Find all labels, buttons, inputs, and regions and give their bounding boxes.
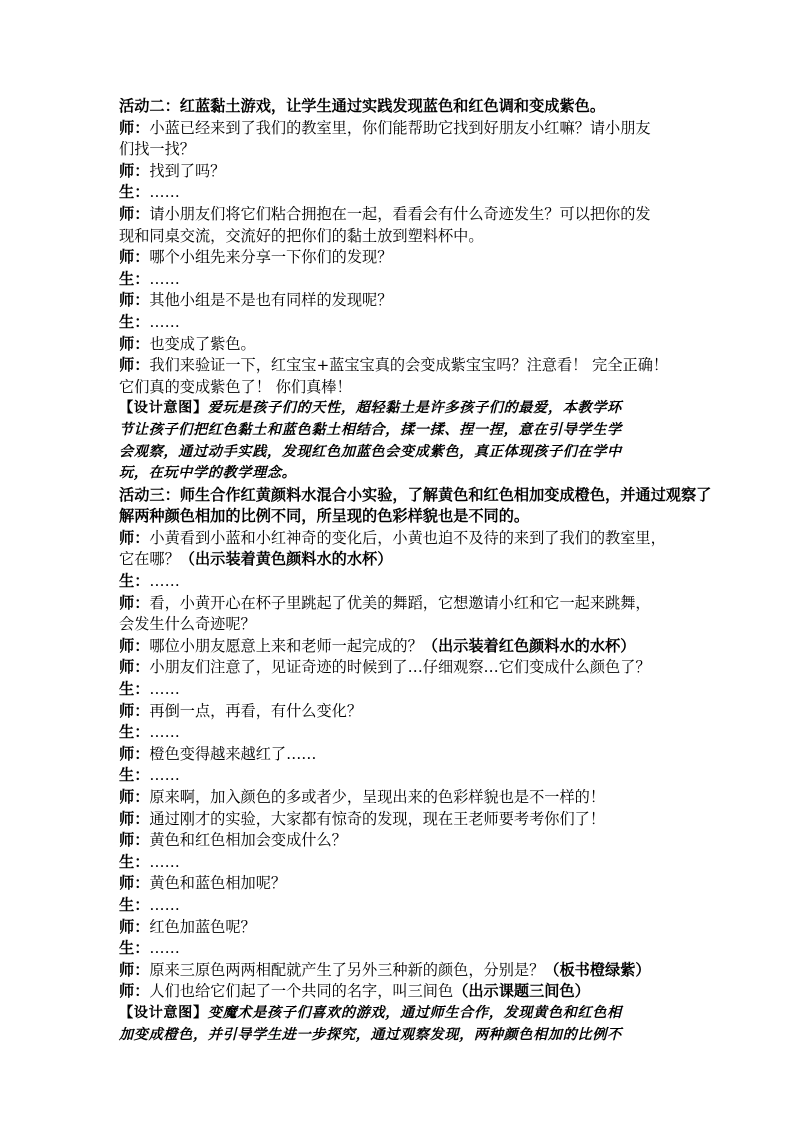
text-line	[119, 614, 681, 636]
text-line	[119, 960, 681, 982]
speaker-separator: ：	[134, 636, 150, 655]
text-line	[119, 787, 681, 809]
speaker-label: 师	[119, 701, 135, 720]
dialog-text: 哪个小组先来分享一下你们的发现？	[149, 248, 393, 267]
speaker-label: 生	[119, 269, 135, 288]
dialog-text: 小朋友们注意了，见证奇迹的时候到了…仔细观察…它们变成什么颜色了？	[149, 658, 651, 677]
speaker-label: 生	[119, 939, 135, 958]
text-line	[119, 247, 681, 269]
dialog-text: 请小朋友们将它们粘合拥抱在一起，看看会有什么奇迹发生？可以把你的发	[149, 204, 651, 223]
dialog-text: 黄色和红色相加会变成什么？	[149, 831, 347, 850]
text-line	[119, 636, 681, 658]
text-line	[119, 852, 681, 874]
speaker-label: 师	[119, 593, 135, 612]
speaker-separator: ：	[134, 874, 150, 893]
speaker-separator: ：	[134, 204, 150, 223]
dialog-text: 小蓝已经来到了我们的教室里，你们能帮助它找到好朋友小红嘛？请小朋友	[149, 118, 651, 137]
speaker-label: 师	[119, 334, 135, 353]
stage-direction: （板书橙绿紫）	[544, 960, 651, 979]
text-line	[119, 312, 681, 334]
speaker-label: 师	[119, 874, 135, 893]
speaker-label: 师	[119, 291, 135, 310]
dialog-text: 通过刚才的实验，大家都有惊奇的发现，现在王老师要考考你们了！	[149, 809, 605, 828]
text-line	[119, 377, 681, 399]
text-line	[119, 571, 681, 593]
speaker-label: 师	[119, 356, 135, 375]
speaker-separator: ：	[134, 118, 150, 137]
dialog-text: 再倒一点，再看，有什么变化？	[149, 701, 362, 720]
dialog-text: ……	[149, 939, 180, 958]
speaker-separator: ：	[134, 593, 150, 612]
text-line	[119, 269, 681, 291]
text-line	[119, 701, 681, 723]
speaker-label: 生	[119, 572, 135, 591]
speaker-label: 师	[119, 809, 135, 828]
text-line	[119, 549, 681, 571]
speaker-separator: ：	[134, 356, 150, 375]
speaker-separator: ：	[134, 269, 150, 288]
text-line	[119, 981, 681, 1003]
speaker-separator: ：	[134, 723, 150, 742]
speaker-separator: ：	[134, 572, 150, 591]
speaker-label: 师	[119, 204, 135, 223]
dialog-text: ……	[149, 723, 180, 742]
text-line	[119, 506, 681, 528]
speaker-label: 师	[119, 917, 135, 936]
dialog-text: ……	[149, 766, 180, 785]
text-line	[119, 938, 681, 960]
speaker-separator: ：	[134, 852, 150, 871]
text-line	[119, 1025, 681, 1047]
dialog-text: 小黄看到小蓝和小红神奇的变化后，小黄也迫不及待的来到了我们的教室里，	[149, 528, 666, 547]
design-intent-tag: 【设计意图】	[119, 400, 208, 417]
speaker-separator: ：	[134, 895, 150, 914]
dialog-text: 找到了吗？	[149, 161, 226, 180]
text-line	[119, 744, 681, 766]
speaker-separator: ：	[134, 334, 150, 353]
text-line	[119, 182, 681, 204]
text-line	[119, 528, 681, 550]
speaker-separator: ：	[134, 939, 150, 958]
speaker-label: 师	[119, 960, 135, 979]
dialog-text: ……	[149, 852, 180, 871]
dialog-text: 原来三原色两两相配就产生了另外三种新的颜色，分别是？	[149, 960, 545, 979]
text-line	[119, 917, 681, 939]
text-line	[119, 765, 681, 787]
activity-heading: 解两种颜色相加的比例不同，所呈现的色彩样貌也是不同的。	[119, 507, 530, 526]
dialog-text: 其他小组是不是也有同样的发现呢？	[149, 291, 393, 310]
speaker-separator: ：	[134, 161, 150, 180]
dialog-text: ……	[149, 183, 180, 202]
speaker-label: 生	[119, 723, 135, 742]
dialog-text: 会发生什么奇迹呢？	[119, 615, 256, 634]
document-page	[119, 96, 712, 1046]
speaker-label: 师	[119, 636, 135, 655]
text-line	[119, 226, 681, 248]
design-intent-tag: 【设计意图】	[119, 1004, 208, 1021]
design-intent-text: 玩，在玩中学的教学理念。	[119, 465, 297, 482]
dialog-text: ……	[149, 269, 180, 288]
speaker-label: 师	[119, 831, 135, 850]
text-line	[119, 204, 681, 226]
dialog-text: 我们来验证一下，红宝宝+蓝宝宝真的会变成紫宝宝吗？注意看！ 完全正确！	[149, 356, 669, 375]
design-intent-text: 变魔术是孩子们喜欢的游戏，通过师生合作，发现黄色和红色相	[207, 1004, 622, 1021]
text-line	[119, 290, 681, 312]
dialog-text: ……	[149, 312, 180, 331]
text-line	[119, 420, 681, 442]
speaker-label: 生	[119, 680, 135, 699]
design-intent-text: 加变成橙色，并引导学生进一步探究，通过观察发现，两种颜色相加的比例不	[119, 1026, 622, 1043]
speaker-separator: ：	[134, 291, 150, 310]
speaker-label: 生	[119, 852, 135, 871]
dialog-text: 黄色和蓝色相加呢？	[149, 874, 287, 893]
dialog-text: 红色加蓝色呢？	[149, 917, 256, 936]
text-line	[119, 355, 681, 377]
text-line	[119, 161, 681, 183]
speaker-separator: ：	[134, 982, 150, 1001]
text-line	[119, 442, 681, 464]
dialog-text: ……	[149, 680, 180, 699]
text-line	[119, 334, 681, 356]
design-intent-text: 节让孩子们把红色黏土和蓝色黏土相结合，揉一揉、捏一捏，意在引导学生学	[119, 421, 622, 438]
dialog-text: 它在哪？	[119, 550, 180, 569]
text-line	[119, 96, 681, 118]
speaker-label: 生	[119, 183, 135, 202]
speaker-separator: ：	[134, 658, 150, 677]
design-intent-text: 爱玩是孩子们的天性，超轻黏土是许多孩子们的最爱，本教学环	[207, 400, 622, 417]
text-line	[119, 139, 681, 161]
dialog-text: 现和同桌交流，交流好的把你们的黏土放到塑料杯中。	[119, 226, 484, 245]
dialog-text: 看，小黄开心在杯子里跳起了优美的舞蹈，它想邀请小红和它一起来跳舞，	[149, 593, 651, 612]
speaker-separator: ：	[134, 680, 150, 699]
text-line	[119, 118, 681, 140]
dialog-text: 也变成了紫色。	[149, 334, 256, 353]
speaker-separator: ：	[134, 312, 150, 331]
text-line	[119, 657, 681, 679]
speaker-label: 生	[119, 312, 135, 331]
design-intent-text: 会观察，通过动手实践，发现红色加蓝色会变成紫色，真正体现孩子们在学中	[119, 443, 622, 460]
dialog-text: 它们真的变成紫色了！ 你们真棒！	[119, 377, 352, 396]
dialog-text: ……	[149, 572, 180, 591]
speaker-separator: ：	[134, 744, 150, 763]
dialog-text: 人们也给它们起了一个共同的名字，叫三间色	[149, 982, 454, 1001]
speaker-label: 生	[119, 766, 135, 785]
speaker-separator: ：	[134, 960, 150, 979]
text-line	[119, 485, 712, 507]
text-line	[119, 679, 681, 701]
text-line	[119, 593, 681, 615]
dialog-text: 橙色变得越来越红了……	[149, 744, 317, 763]
speaker-label: 师	[119, 658, 135, 677]
text-line	[119, 722, 681, 744]
text-line	[119, 895, 681, 917]
text-line	[119, 398, 681, 420]
stage-direction: （出示课题三间色）	[453, 982, 590, 1001]
speaker-label: 师	[119, 248, 135, 267]
speaker-separator: ：	[134, 809, 150, 828]
speaker-separator: ：	[134, 831, 150, 850]
text-line	[119, 1003, 681, 1025]
speaker-label: 师	[119, 161, 135, 180]
activity-heading: 活动三：师生合作红黄颜料水混合小实验，了解黄色和红色相加变成橙色，并通过观察了	[119, 485, 712, 504]
activity-heading: 活动二：红蓝黏土游戏，让学生通过实践发现蓝色和红色调和变成紫色。	[119, 97, 605, 115]
speaker-label: 师	[119, 118, 135, 137]
speaker-label: 师	[119, 744, 135, 763]
speaker-label: 生	[119, 895, 135, 914]
dialog-text: 哪位小朋友愿意上来和老师一起完成的？	[149, 636, 423, 655]
text-line	[119, 873, 681, 895]
speaker-separator: ：	[134, 766, 150, 785]
speaker-separator: ：	[134, 788, 150, 806]
dialog-text: 原来啊，加入颜色的多或者少，呈现出来的色彩样貌也是不一样的！	[149, 788, 605, 806]
text-line	[119, 463, 681, 485]
text-line	[119, 809, 681, 831]
speaker-label: 师	[119, 528, 135, 547]
speaker-separator: ：	[134, 248, 150, 267]
dialog-text: 们找一找？	[119, 140, 195, 159]
stage-direction: （出示装着黄色颜料水的水杯）	[179, 550, 393, 569]
text-line	[119, 830, 681, 852]
speaker-separator: ：	[134, 528, 150, 547]
speaker-label: 师	[119, 982, 135, 1001]
speaker-separator: ：	[134, 917, 150, 936]
speaker-separator: ：	[134, 701, 150, 720]
speaker-label: 师	[119, 788, 135, 806]
stage-direction: （出示装着红色颜料水的水杯）	[422, 636, 636, 655]
dialog-text: ……	[149, 895, 180, 914]
speaker-separator: ：	[134, 183, 150, 202]
